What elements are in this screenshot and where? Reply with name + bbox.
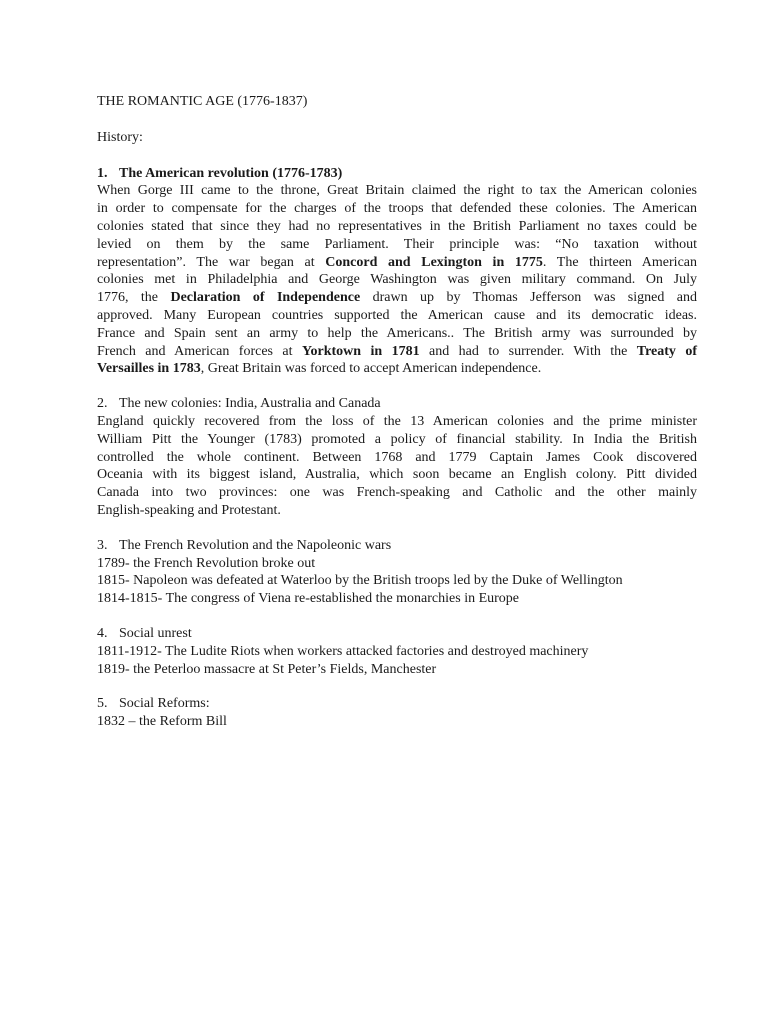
section-heading xyxy=(97,165,697,183)
text-run: and had to surrender. With the xyxy=(429,343,628,359)
bold-term: Yorktown in 1781 xyxy=(301,343,420,359)
text-run: 1776, the xyxy=(97,290,159,306)
paragraph-line: English-speaking and Protestant. xyxy=(97,502,281,518)
section-heading xyxy=(97,395,697,413)
section-number: 2. xyxy=(97,396,108,412)
section-title: The new colonies: India, Australia and Canada xyxy=(119,396,381,412)
section-number: 4. xyxy=(97,625,108,641)
section-social-unrest xyxy=(97,625,697,678)
section-social-reforms xyxy=(97,695,697,731)
section-number: 1. xyxy=(97,165,108,181)
bold-term: Versailles in 1783 xyxy=(97,361,201,377)
paragraph-line: approved. Many European countries supported the American cause and its democratic ideas. xyxy=(97,307,697,323)
bold-term: Declaration of Independence xyxy=(170,290,361,306)
text-run: representation”. The war began at xyxy=(97,254,315,270)
timeline-entry: 1811-1912- The Ludite Riots when workers attacked factories and destroyed machinery xyxy=(97,643,589,659)
text-run: . The thirteen American xyxy=(542,254,697,270)
paragraph-line: When Gorge III came to the throne, Great Britain claimed the right to tax the American colonies xyxy=(97,183,697,199)
paragraph-line: colonies stated that since they had no representatives in the British Parliament no taxes could be xyxy=(97,218,697,234)
bold-term: Concord and Lexington in 1775 xyxy=(325,254,543,270)
paragraph-line xyxy=(97,254,697,272)
section-number: 3. xyxy=(97,537,108,553)
paragraph-line: controlled the whole continent. Between 1768 and 1779 Captain James Cook discovered xyxy=(97,449,697,465)
timeline-entry: 1832 – the Reform Bill xyxy=(97,714,227,730)
section-heading xyxy=(97,695,697,713)
section-french-revolution xyxy=(97,537,697,608)
section-title: Social Reforms: xyxy=(119,696,210,712)
section-heading xyxy=(97,625,697,643)
paragraph-line xyxy=(97,289,697,307)
section-title: The French Revolution and the Napoleonic wars xyxy=(119,537,392,553)
text-run: drawn up by Thomas Jefferson was signed and xyxy=(372,290,697,306)
section-title: Social unrest xyxy=(119,625,192,641)
paragraph-line: France and Spain sent an army to help the Americans.. The British army was surrounded by xyxy=(97,325,697,341)
section-title: The American revolution (1776-1783) xyxy=(119,165,343,181)
timeline-entry: 1789- the French Revolution broke out xyxy=(97,555,316,571)
section-american-revolution xyxy=(97,165,697,379)
paragraph-line: Canada into two provinces: one was French-speaking and Catholic and the other mainly xyxy=(97,485,697,501)
timeline-entry: 1814-1815- The congress of Viena re-established the monarchies in Europe xyxy=(97,591,520,607)
paragraph-line: William Pitt the Younger (1783) promoted a policy of financial stability. In India the British xyxy=(97,431,697,447)
history-label: History: xyxy=(97,129,143,145)
timeline-entry: 1815- Napoleon was defeated at Waterloo by the British troops led by the Duke of Wellington xyxy=(97,573,623,589)
document-page xyxy=(97,93,697,748)
section-number: 5. xyxy=(97,696,108,712)
paragraph-line: Oceania with its biggest island, Australia, which soon became an English colony. Pitt divided xyxy=(97,467,697,483)
paragraph-line xyxy=(97,360,697,378)
paragraph-line: levied on them by the same Parliament. Their principle was: “No taxation without xyxy=(97,236,697,252)
paragraph-line: in order to compensate for the charges of the troops that defended these colonies. The American xyxy=(97,201,697,217)
section-heading xyxy=(97,537,697,555)
bold-term: Treaty of xyxy=(636,343,698,359)
paragraph-line xyxy=(97,343,697,361)
paragraph-line: England quickly recovered from the loss of the 13 American colonies and the prime minister xyxy=(97,413,697,429)
paragraph-line: colonies met in Philadelphia and George Washington was given military command. On July xyxy=(97,272,697,288)
document-title: THE ROMANTIC AGE (1776-1837) xyxy=(97,94,308,109)
section-new-colonies xyxy=(97,395,697,520)
text-run: , Great Britain was forced to accept American independence. xyxy=(200,361,542,377)
timeline-entry: 1819- the Peterloo massacre at St Peter’s Fields, Manchester xyxy=(97,661,437,677)
text-run: French and American forces at xyxy=(97,343,293,359)
